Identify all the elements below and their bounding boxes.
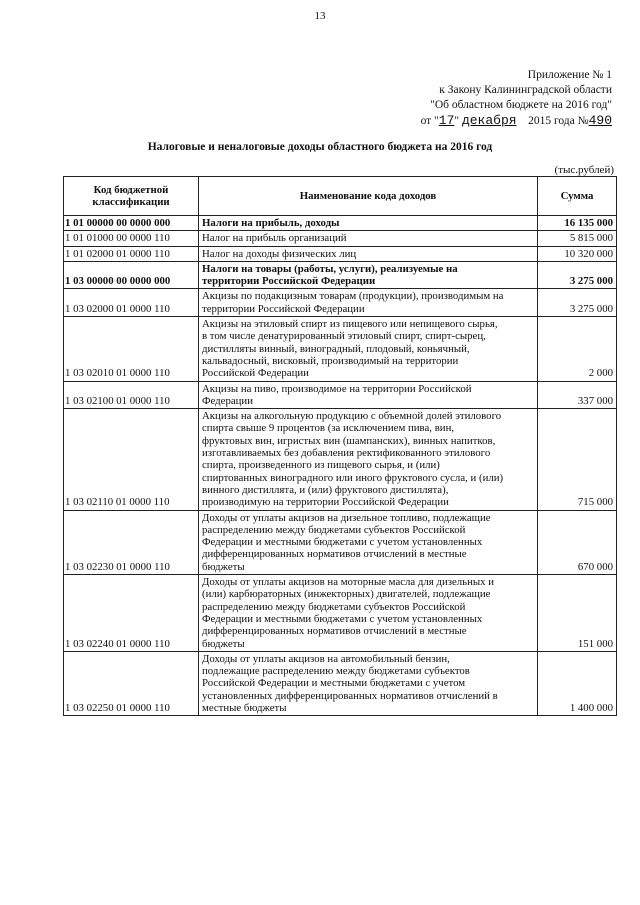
row-name: Акцизы на этиловый спирт из пищевого или непищевого сырья, в том числе денатурированный этиловый спирт, спирт-сырец, дистилляты винный, виноградный, плодовый, коньячный, кальвадосный, висковый, производимый на территории Российской Федерации [199,317,538,381]
table-row [64,289,617,317]
table-row [64,231,617,246]
row-code: 1 03 02000 01 0000 110 [64,289,199,317]
date-month: декабря [461,113,517,128]
column-header-code: Код бюджетной классификации [64,177,199,216]
row-code: 1 03 02250 01 0000 110 [64,651,199,715]
row-code: 1 03 02100 01 0000 110 [64,381,199,409]
row-sum: 2 000 [538,317,617,381]
appendix-header [421,68,612,129]
row-name: Налоги на прибыль, доходы [199,216,538,231]
table-row [64,261,617,289]
row-sum: 1 400 000 [538,651,617,715]
row-code: 1 01 01000 00 0000 110 [64,231,199,246]
row-name: Налоги на товары (работы, услуги), реализуемые на территории Российской Федерации [199,261,538,289]
appendix-line2: к Закону Калининградской области [439,84,612,96]
table-row [64,317,617,381]
row-name: Доходы от уплаты акцизов на моторные масла для дизельных и (или) карбюраторных (инжекторных) двигателей, подлежащие распределению между бюджетами субъектов Российской Федерации и местными бюджетами с учетом установленных дифференцированных нормативов отчислений в местные бюджеты [199,575,538,652]
row-sum: 5 815 000 [538,231,617,246]
appendix-date [421,113,612,129]
appendix-line1: Приложение № 1 [527,69,612,81]
table-row [64,216,617,231]
row-sum: 3 275 000 [538,261,617,289]
appendix-line3: "Об областном бюджете на 2016 год" [430,99,612,111]
row-name: Акцизы на пиво, производимое на территории Российской Федерации [199,381,538,409]
row-sum: 10 320 000 [538,246,617,261]
table-row [64,381,617,409]
date-year: 2015 года № [528,115,589,127]
row-name: Налог на прибыль организаций [199,231,538,246]
page-number: 13 [314,10,326,22]
date-from: от " [420,115,439,127]
column-header-sum: Сумма [538,177,617,216]
row-code: 1 01 02000 01 0000 110 [64,246,199,261]
row-name: Доходы от уплаты акцизов на дизельное топливо, подлежащие распределению между бюджетами субъектов Российской Федерации и местными бюджетами с учетом установленных дифференцированных нормативов отчислений в местные бюджеты [199,510,538,574]
row-name: Акцизы на алкогольную продукцию с объемной долей этилового спирта свыше 9 процентов (за исключением пива, вин, фруктовых вин, игристых вин (шампанских), винных напитков, изготавливаемых без добавления ректификованного этилового спирта, произведенного из пищевого сырья, и (или) спиртованных виноградного или иного фруктового сусла, и (или) винного дистиллята, и (или) фруктового дистиллята), производимую на территории Российской Федерации [199,409,538,510]
date-day: 17 [438,113,455,128]
date-quote: " [454,115,460,127]
row-code: 1 01 00000 00 0000 000 [64,216,199,231]
table-row [64,246,617,261]
revenue-table [63,176,617,716]
table-row [64,575,617,652]
row-sum: 337 000 [538,381,617,409]
row-sum: 715 000 [538,409,617,510]
row-name: Налог на доходы физических лиц [199,246,538,261]
table-row [64,510,617,574]
row-code: 1 03 00000 00 0000 000 [64,261,199,289]
row-name: Доходы от уплаты акцизов на автомобильный бензин, подлежащие распределению между бюджетами субъектов Российской Федерации и местными бюджетами с учетом установленных дифференцированных нормативов отчислений в местные бюджеты [199,651,538,715]
table-row [64,409,617,510]
unit-label: (тыс.рублей) [554,164,614,176]
row-name: Акцизы по подакцизным товарам (продукции), производимым на территории Российской Федерации [199,289,538,317]
row-sum: 151 000 [538,575,617,652]
row-sum: 3 275 000 [538,289,617,317]
row-code: 1 03 02010 01 0000 110 [64,317,199,381]
row-code: 1 03 02110 01 0000 110 [64,409,199,510]
row-sum: 670 000 [538,510,617,574]
row-sum: 16 135 000 [538,216,617,231]
column-header-name: Наименование кода доходов [199,177,538,216]
law-number: 490 [588,113,612,128]
table-row [64,651,617,715]
row-code: 1 03 02230 01 0000 110 [64,510,199,574]
row-code: 1 03 02240 01 0000 110 [64,575,199,652]
document-title: Налоговые и неналоговые доходы областного бюджета на 2016 год [147,141,493,153]
